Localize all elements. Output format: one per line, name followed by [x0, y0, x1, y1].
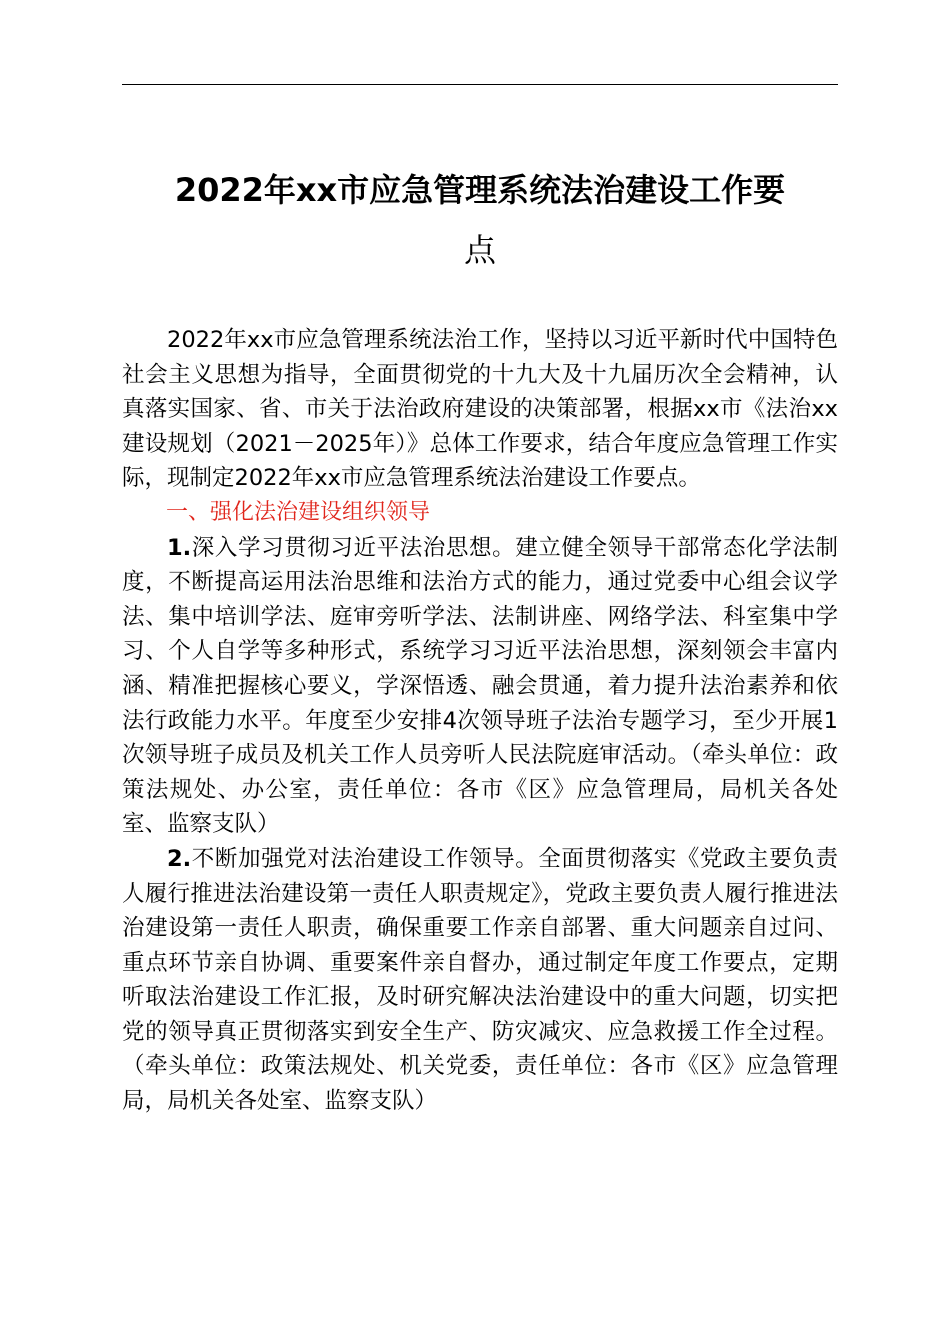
document-title: [122, 160, 838, 280]
header-rule: [122, 84, 838, 85]
section-heading: 一、强化法治建设组织领导: [166, 499, 431, 525]
item-text: 不断加强党对法治建设工作领导。全面贯彻落实《党政主要负责人履行推进法治建设第一责任人职责规定》，党政主要负责人履行推进法治建设第一责任人职责，确保重要工作亲自部署、重大问题亲自过问、重点环节亲自协调、重要案件亲自督办，通过制定年度工作要点，定期听取法治建设工作汇报，及时研究解决法治建设中的重大问题，切实把党的领导真正贯彻落实到安全生产、防灾减灾、应急救援工作全过程。（牵头单位：政策法规处、机关党委，责任单位：各市《区》应急管理局，局机关各处室、监察支队）: [122, 845, 838, 1115]
document-body: [122, 323, 838, 1119]
title-line-2: 点: [463, 231, 496, 269]
item-text: 深入学习贯彻习近平法治思想。建立健全领导干部常态化学法制度，不断提高运用法治思维和法治方式的能力，通过党委中心组会议学法、集中培训学法、庭审旁听学法、法制讲座、网络学法、科室集中学习、个人自学等多种形式，系统学习习近平法治思想，深刻领会丰富内涵、精准把握核心要义，学深悟透、融会贯通，着力提升法治素养和依法行政能力水平。年度至少安排4次领导班子法治专题学习，至少开展1次领导班子成员及机关工作人员旁听人民法院庭审活动。（牵头单位：政策法规处、办公室，责任单位：各市《区》应急管理局，局机关各处室、监察支队）: [122, 534, 838, 838]
intro-paragraph: 2022年xx市应急管理系统法治工作，坚持以习近平新时代中国特色社会主义思想为指导，全面贯彻党的十九大及十九届历次全会精神，认真落实国家、省、市关于法治政府建设的决策部署，根据xx市《法治xx建设规划（2021－2025年）》总体工作要求，结合年度应急管理工作实际，现制定2022年xx市应急管理系统法治建设工作要点。: [122, 327, 838, 492]
item-paragraph-2: [122, 842, 838, 1119]
title-line-1: 2022年xx市应急管理系统法治建设工作要: [174, 171, 786, 209]
item-number: 2.: [167, 845, 192, 872]
item-paragraph-1: [122, 531, 838, 842]
item-number: 1.: [167, 534, 192, 561]
